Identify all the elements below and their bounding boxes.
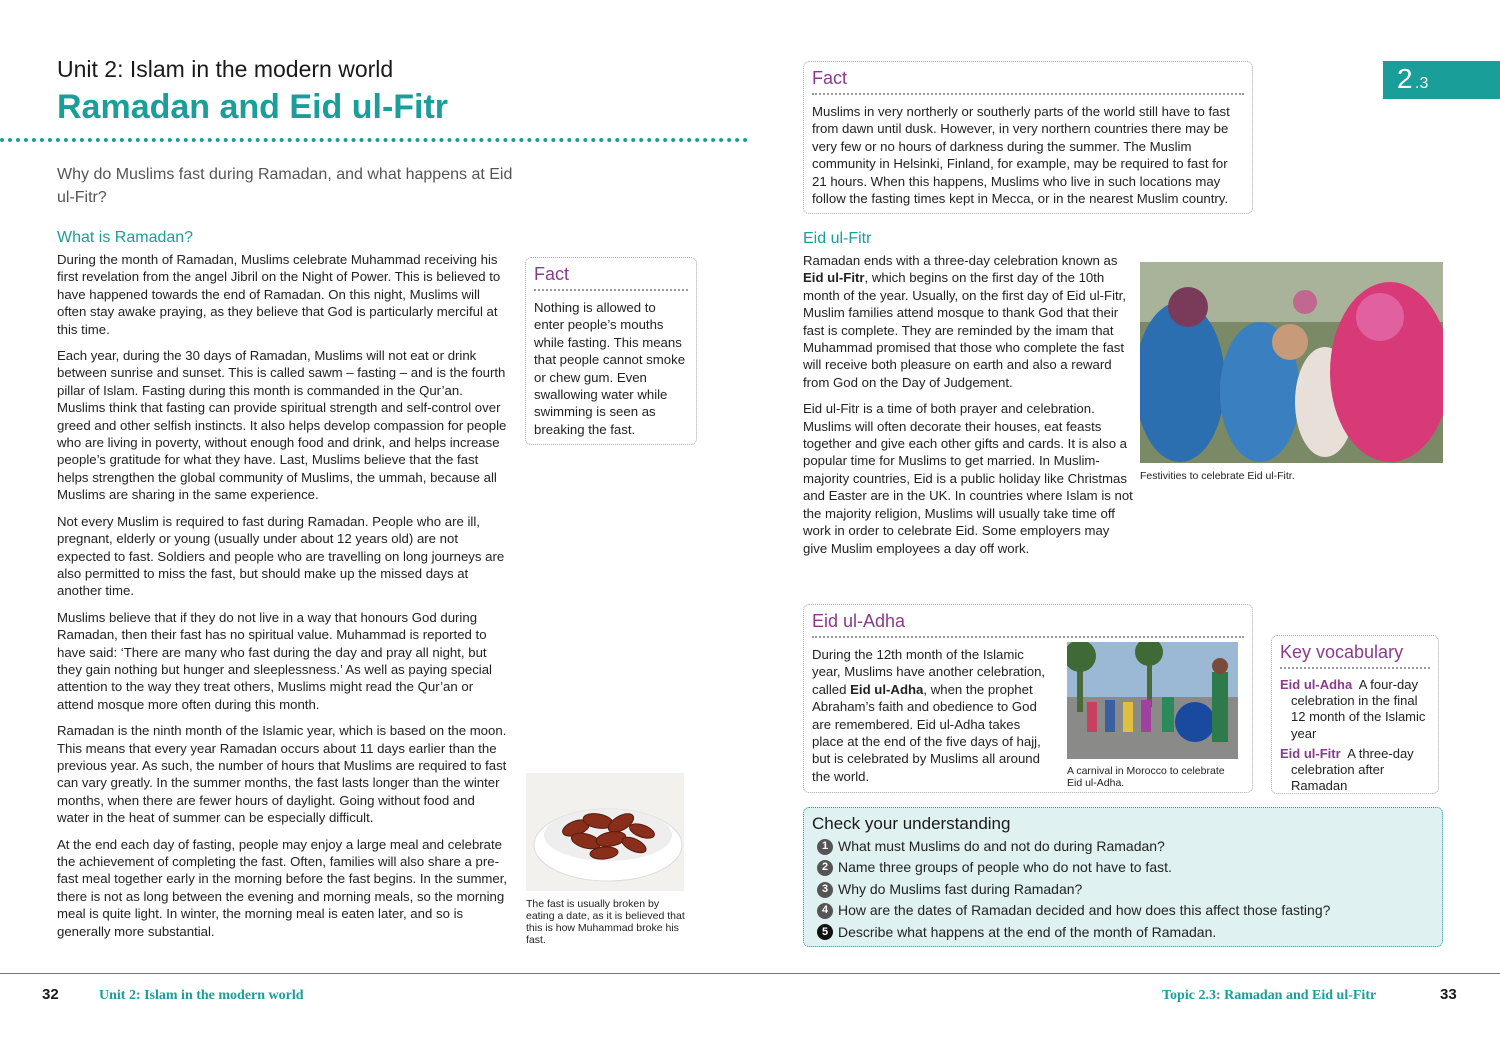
question-number: 2 bbox=[817, 860, 833, 876]
paragraph: Eid ul-Fitr is a time of both prayer and celebration. Muslims will often decorate their houses, eat feasts together and give each other gifts and cards. It is also a popular time for Muslims to get married. In Muslim-majority countries, Eid is a public holiday like Christmas and Easter are in the UK. In countries where Islam is not the majority religion, Muslims will usually take time off work in order to celebrate Eid. Some employers may give Muslim employees a day off work. bbox=[803, 401, 1133, 556]
eid-adha-photo-caption: A carnival in Morocco to celebrate Eid ul-Adha. bbox=[1067, 765, 1225, 789]
page-title: Ramadan and Eid ul-Fitr bbox=[57, 88, 449, 126]
question-row: 4 How are the dates of Ramadan decided and how does this affect those fasting? bbox=[812, 900, 1434, 921]
check-title: Check your understanding bbox=[812, 814, 1011, 833]
right-footer-text: Topic 2.3: Ramadan and Eid ul-Fitr bbox=[1162, 988, 1377, 1003]
key-vocabulary-box bbox=[1271, 635, 1439, 794]
what-is-ramadan-section bbox=[57, 229, 509, 949]
section-heading: Eid ul-Fitr bbox=[803, 230, 872, 247]
left-page-number: 32 bbox=[42, 986, 59, 1003]
paragraph: Not every Muslim is required to fast during Ramadan. People who are ill, pregnant, elderly or young (usually under about 12 years old) are not expected to fast. Soldiers and people who are travelling on long journeys are also permitted to miss the fast, but should make up the missed days at another time. bbox=[57, 513, 505, 599]
paragraph: Ramadan is the ninth month of the Islamic year, which is based on the moon. This means that every year Ramadan occurs about 11 days earlier than the previous year. As such, the number of hours that Muslims are required to fast can vary greatly. In the summer months, the fast lasts longer than the winter months, when there are fewer hours of daylight. Going without food and water in the heat of summer can be especially difficult. bbox=[57, 723, 507, 826]
check-understanding-box bbox=[803, 807, 1443, 947]
question-row: 3 Why do Muslims fast during Ramadan? bbox=[812, 879, 1434, 900]
vocab-title: Key vocabulary bbox=[1280, 642, 1430, 669]
badge-number: 2 bbox=[1397, 63, 1413, 94]
badge-subnumber: .3 bbox=[1415, 75, 1429, 92]
dates-bowl-image bbox=[526, 773, 684, 891]
paragraph: During the month of Ramadan, Muslims celebrate Muhammad receiving his first revelation from the angel Jibril on the Night of Power. This is believed to have happened towards the end of Ramadan. On this night, Muslims will often stay awake praying, as they believe that God is particularly merciful at this time. bbox=[57, 252, 501, 337]
eid-fitr-photo bbox=[1140, 262, 1443, 463]
fact-title: Fact bbox=[812, 68, 1244, 95]
left-footer-text: Unit 2: Islam in the modern world bbox=[99, 988, 304, 1003]
eid-ul-fitr-section bbox=[803, 230, 1135, 566]
section-heading: What is Ramadan? bbox=[57, 229, 194, 246]
question-row: 2 Name three groups of people who do not have to fast. bbox=[812, 857, 1434, 878]
section-badge bbox=[1383, 61, 1500, 99]
box-text: During the 12th month of the Islamic year, Muslims have another celebration, called Eid ul-Adha, when the prophet Abraham’s faith and obedience to God are remembered. Eid ul-Adha takes place at the end of the five days of hajj, but is celebrated by Muslims all around the world. bbox=[812, 647, 1046, 784]
paragraph: At the end each day of fasting, people may enjoy a large meal and celebrate the achievement of completing the fast. Often, families will also share a pre-fast meal together early in the morning before the fast begins. In the summer, there is not as long between the evening and morning meals, so the morning meal is quite light. In winter, the morning meal is eaten later, and so is generally more substantial. bbox=[57, 836, 508, 939]
fact-box bbox=[525, 257, 697, 445]
fact-text: Muslims in very northerly or southerly parts of the world still have to fast from dawn until dusk. However, in very northern countries there may be very few or no hours of darkness during the summer. The Muslim community in Helsinki, Finland, for example, may be required to fast for 21 hours. When this happens, Muslims who live in such locations may follow the fasting times kept in Mecca, or in the nearest Muslim country. bbox=[812, 104, 1230, 207]
intro-question: Why do Muslims fast during Ramadan, and what happens at Eid ul-Fitr? bbox=[57, 166, 513, 206]
footer-divider bbox=[0, 973, 1500, 974]
unit-title: Unit 2: Islam in the modern world bbox=[57, 56, 394, 82]
paragraph: Each year, during the 30 days of Ramadan, Muslims will not eat or drink between sunrise and sunset. This is called sawm – fasting – and is the fourth pillar of Islam. Fasting during this month is commanded in the Qur’an. Muslims think that fasting can provide spiritual strength and self-control over greed and other selfish instincts. It also helps develop compassion for people who are living in poverty, without enough food and drink, and helps increase people’s gratitude for what they have. Last, Muslims believe that the fast helps strengthen the global community of Muslims, the ummah, because all Muslims are sharing in the same experience. bbox=[57, 348, 507, 503]
vocab-item: Eid ul-Adha A four-day celebration in the final 12 month of the Islamic year bbox=[1280, 677, 1426, 741]
dotted-divider bbox=[0, 138, 748, 142]
fact-title: Fact bbox=[534, 264, 688, 291]
paragraph: Muslims believe that if they do not live in a way that honours God during Ramadan, then their fast has no spiritual value. Muhammad is reported to have said: ‘There are many who fast during the day and pray all night, but they gain nothing but hunger and sleeplessness.’ As well as paying special attention to the way they treat others, Muslims might read the Qur’an or attend mosque more often during this month. bbox=[57, 609, 492, 712]
question-row: 5 Describe what happens at the end of the month of Ramadan. bbox=[812, 922, 1434, 943]
question-number: 1 bbox=[817, 839, 833, 855]
eid-adha-photo bbox=[1067, 642, 1238, 759]
question-number: 3 bbox=[817, 882, 833, 898]
right-page-number: 33 bbox=[1440, 986, 1457, 1003]
box-title: Eid ul-Adha bbox=[812, 611, 1244, 638]
fact-box bbox=[803, 61, 1253, 214]
question-number: 5 bbox=[817, 924, 833, 940]
fact-text: Nothing is allowed to enter people’s mouths while fasting. This means that people cannot smoke or chew gum. Even swallowing water while swimming is seen as breaking the fast. bbox=[534, 300, 686, 437]
dates-caption: The fast is usually broken by eating a date, as it is believed that this is how Muhammad broke his fast. bbox=[526, 898, 685, 946]
eid-fitr-photo-caption: Festivities to celebrate Eid ul-Fitr. bbox=[1140, 470, 1295, 482]
paragraph: Ramadan ends with a three-day celebration known as Eid ul-Fitr, which begins on the first day of the 10th month of the year. Usually, on the first day of Eid ul-Fitr, Muslim families attend mosque to thank God that their fast is complete. They are reminded by the imam that Muhammad promised that those who complete the fast will receive both pleasure on earth and also a reward from God on the Day of Judgement. bbox=[803, 253, 1126, 390]
vocab-item: Eid ul-Fitr A three-day celebration after Ramadan bbox=[1280, 745, 1414, 794]
question-number: 4 bbox=[817, 903, 833, 919]
question-row: 1 What must Muslims do and not do during Ramadan? bbox=[812, 836, 1434, 857]
